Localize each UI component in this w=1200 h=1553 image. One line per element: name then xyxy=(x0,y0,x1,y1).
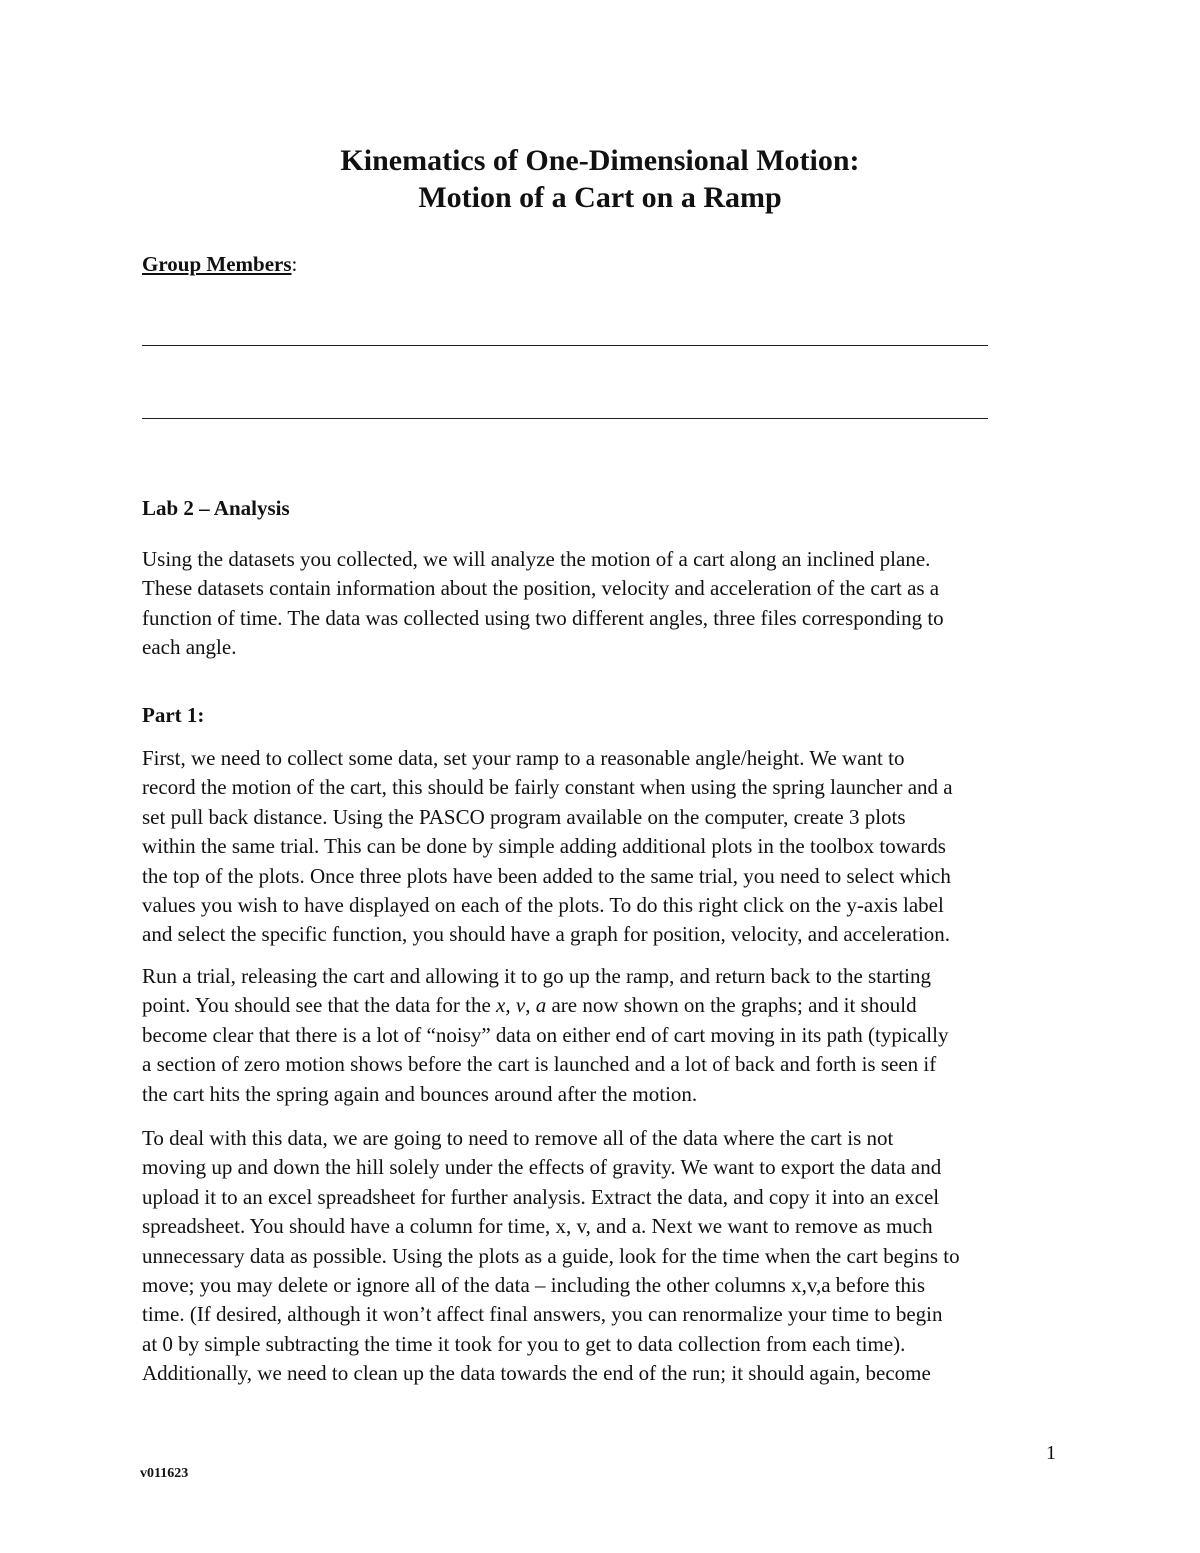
paragraph-line: upload it to an excel spreadsheet for further analysis. Extract the data, and copy it into an excel xyxy=(142,1184,940,1209)
intro-line: function of time. The data was collected using two different angles, three files corresponding to xyxy=(142,605,944,630)
variable-v: v xyxy=(515,993,526,1018)
line-text: are now shown on the graphs; and it should xyxy=(546,993,917,1018)
paragraph-line: First, we need to collect some data, set your ramp to a reasonable angle/height. We want to xyxy=(142,746,905,770)
part1-heading: Part 1: xyxy=(142,703,205,727)
paragraph-line: and select the specific function, you should have a graph for position, velocity, and acceleration. xyxy=(142,922,951,947)
intro-paragraph xyxy=(142,545,1066,663)
separator: , xyxy=(505,993,516,1018)
title-line-2: Motion of a Cart on a Ramp xyxy=(418,181,782,214)
version-label: v011623 xyxy=(140,1466,189,1481)
group-members-label-text: Group Members xyxy=(142,252,292,276)
part1-paragraph-3 xyxy=(142,1124,1066,1389)
group-member-name-line-1[interactable] xyxy=(142,345,988,346)
group-member-name-line-2[interactable] xyxy=(142,418,988,419)
line-text: point. You should see that the data for the xyxy=(142,993,497,1018)
paragraph-line: unnecessary data as possible. Using the plots as a guide, look for the time when the cart begins to xyxy=(142,1243,960,1268)
paragraph-line: the cart hits the spring again and bounces around after the motion. xyxy=(142,1081,698,1106)
paragraph-line: record the motion of the cart, this should be fairly constant when using the spring launcher and a xyxy=(142,775,953,800)
paragraph-line: become clear that there is a lot of “noisy” data on either end of cart moving in its path (typically xyxy=(142,1022,949,1047)
paragraph-line: values you wish to have displayed on each of the plots. To do this right click on the y-axis label xyxy=(142,893,944,918)
group-members-colon: : xyxy=(291,252,298,276)
variable-a: a xyxy=(535,993,547,1018)
part1-paragraph-2 xyxy=(142,962,1066,1109)
paragraph-line: set pull back distance. Using the PASCO program available on the computer, create 3 plots xyxy=(142,804,906,829)
paragraph-line xyxy=(142,991,1066,1020)
paragraph-line: Run a trial, releasing the cart and allowing it to go up the ramp, and return back to the starting xyxy=(142,964,932,988)
page-number: 1 xyxy=(1046,1442,1056,1464)
intro-line: Using the datasets you collected, we will analyze the motion of a cart along an inclined plane. xyxy=(142,547,931,571)
part1-paragraph-1 xyxy=(142,744,1066,950)
paragraph-line: time. (If desired, although it won’t affect final answers, you can renormalize your time to begin xyxy=(142,1302,943,1327)
paragraph-line: move; you may delete or ignore all of the data – including the other columns x,v,a before this xyxy=(142,1273,925,1298)
intro-line: These datasets contain information about the position, velocity and acceleration of the cart as a xyxy=(142,576,940,601)
variable-x: x xyxy=(496,993,506,1018)
paragraph-line: moving up and down the hill solely under the effects of gravity. We want to export the data and xyxy=(142,1155,942,1180)
paragraph-line: within the same trial. This can be done by simple adding additional plots in the toolbox towards xyxy=(142,834,946,859)
paragraph-line: at 0 by simple subtracting the time it took for you to get to data collection from each time). xyxy=(142,1331,906,1356)
paragraph-line: To deal with this data, we are going to need to remove all of the data where the cart is not xyxy=(142,1126,894,1150)
separator: , xyxy=(525,993,536,1018)
paragraph-line: a section of zero motion shows before the cart is launched and a lot of back and forth is seen if xyxy=(142,1052,937,1077)
lab-heading: Lab 2 – Analysis xyxy=(142,496,290,520)
group-members-label xyxy=(142,250,297,278)
intro-line: each angle. xyxy=(142,635,237,660)
title-line-1: Kinematics of One-Dimensional Motion: xyxy=(340,144,860,177)
paragraph-line: the top of the plots. Once three plots have been added to the same trial, you need to select which xyxy=(142,863,951,888)
paragraph-line: spreadsheet. You should have a column for time, x, v, and a. Next we want to remove as much xyxy=(142,1214,933,1239)
paragraph-line: Additionally, we need to clean up the data towards the end of the run; it should again, become xyxy=(142,1361,931,1386)
